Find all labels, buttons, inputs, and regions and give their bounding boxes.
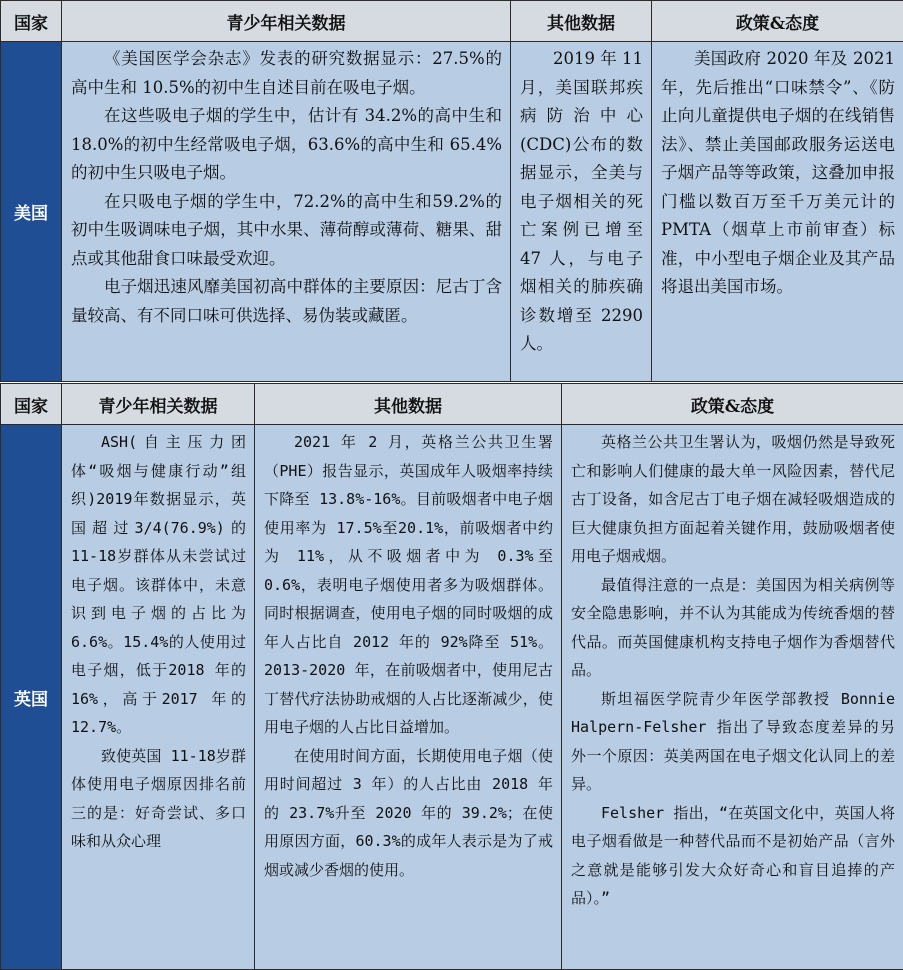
- usa-header-row: [1, 1, 903, 42]
- header-policy: 政策&态度: [562, 384, 903, 425]
- usa-row: [1, 42, 903, 382]
- uk-table: [0, 383, 903, 970]
- uk-policy-paragraph: 斯坦福医学院青少年医学部教授 Bonnie Halpern-Felsher 指出了导致态度差异的另外一个原因：英美两国在电子烟文化认同上的差异。: [571, 689, 895, 793]
- usa-youth-cell: [62, 42, 511, 382]
- header-policy: 政策&态度: [652, 1, 903, 42]
- country-uk: 英国: [1, 425, 62, 970]
- usa-youth-paragraph: 《美国医学会杂志》发表的研究数据显示：27.5%的高中生和 10.5%的初中生自述目前在吸电子烟。: [71, 49, 502, 97]
- header-youth-data: 青少年相关数据: [62, 384, 255, 425]
- uk-row: [1, 425, 903, 970]
- usa-policy-paragraph: 美国政府 2020 年及 2021 年，先后推出“口味禁令”、《防止向儿童提供电子烟的在线销售法》、禁止美国邮政服务运送电子烟产品等等政策，这叠加申报门槛以数百万至千万美元计的 PMTA（烟草上市前审查）标准，中小型电子烟企业及其产品将退出美国市场。: [661, 49, 895, 296]
- uk-other-cell: [255, 425, 562, 970]
- uk-youth-paragraph: ASH(自主压力团体“吸烟与健康行动”组织)2019年数据显示，英国超过3/4(76.9%)的11-18岁群体从未尝试过电子烟。该群体中，未意识到电子烟的占比为 6.6%。15.4%的人使用过电子烟，低于2018 年的 16%，高于2017 年的 12.7%。: [71, 433, 246, 736]
- header-youth-data: 青少年相关数据: [62, 1, 511, 42]
- usa-youth-paragraph: 电子烟迅速风靡美国初高中群体的主要原因：尼古丁含量较高、有不同口味可供选择、易伪装或藏匿。: [71, 277, 502, 325]
- header-other-data: 其他数据: [511, 1, 652, 42]
- usa-youth-paragraph: 在只吸电子烟的学生中，72.2%的高中生和59.2%的初中生吸调味电子烟，其中水果、薄荷醇或薄荷、糖果、甜点或其他甜食口味最受欢迎。: [71, 191, 502, 268]
- uk-policy-cell: [562, 425, 903, 970]
- usa-youth-paragraph: 在这些吸电子烟的学生中，估计有 34.2%的高中生和 18.0%的初中生经常吸电子烟，63.6%的高中生和 65.4%的初中生只吸电子烟。: [71, 106, 502, 182]
- country-usa: 美国: [1, 42, 62, 382]
- uk-policy-paragraph: 英格兰公共卫生署认为，吸烟仍然是导致死亡和影响人们健康的最大单一风险因素，替代尼古丁设备，如含尼古丁电子烟在减轻吸烟造成的巨大健康负担方面起着关键作用，鼓励吸烟者使用电子烟戒烟。: [571, 433, 895, 565]
- usa-table: [0, 0, 903, 382]
- header-country: 国家: [1, 384, 62, 425]
- uk-header-row: [1, 384, 903, 425]
- usa-other-cell: [511, 42, 652, 382]
- uk-other-paragraph: 2021 年 2 月，英格兰公共卫生署（PHE）报告显示，英国成年人吸烟率持续下降至 13.8%-16%。目前吸烟者中电子烟使用率为 17.5%至20.1%，前吸烟者中约为 11%，从不吸烟者中为 0.3%至 0.6%，表明电子烟使用者多为吸烟群体。同时根据调查，使用电子烟的同时吸烟的成年人占比自 2012 年的 92%降至 51%。2013-2020 年，在前吸烟者中，使用尼古丁替代疗法协助戒烟的人占比逐渐减少，使用电子烟的人占比日益增加。: [264, 433, 553, 736]
- usa-other-paragraph: 2019 年 11 月，美国联邦疾病防治中心(CDC)公布的数据显示，全美与电子烟相关的死亡案例已增至 47 人，与电子烟相关的肺疾确诊数增至 2290 人。: [520, 49, 643, 353]
- uk-policy-paragraph: 最值得注意的一点是：美国因为相关病例等安全隐患影响，并不认为其能成为传统香烟的替代品。而英国健康机构支持电子烟作为香烟替代品。: [571, 575, 895, 679]
- uk-policy-paragraph: Felsher 指出，“在英国文化中，英国人将电子烟看做是一种替代品而不是初始产品（言外之意就是能够引发大众好奇心和盲目追捧的产品）。”: [571, 803, 895, 907]
- uk-youth-paragraph: 致使英国 11-18岁群体使用电子烟原因排名前三的是：好奇尝试、多口味和从众心理: [71, 746, 246, 850]
- uk-other-paragraph: 在使用时间方面，长期使用电子烟（使用时间超过 3 年）的人占比由 2018 年的 23.7%升至 2020 年的 39.2%；在使用原因方面，60.3%的成年人表示是为了戒烟或减少香烟的使用。: [264, 746, 553, 879]
- header-other-data: 其他数据: [255, 384, 562, 425]
- header-country: 国家: [1, 1, 62, 42]
- usa-policy-cell: [652, 42, 903, 382]
- uk-youth-cell: [62, 425, 255, 970]
